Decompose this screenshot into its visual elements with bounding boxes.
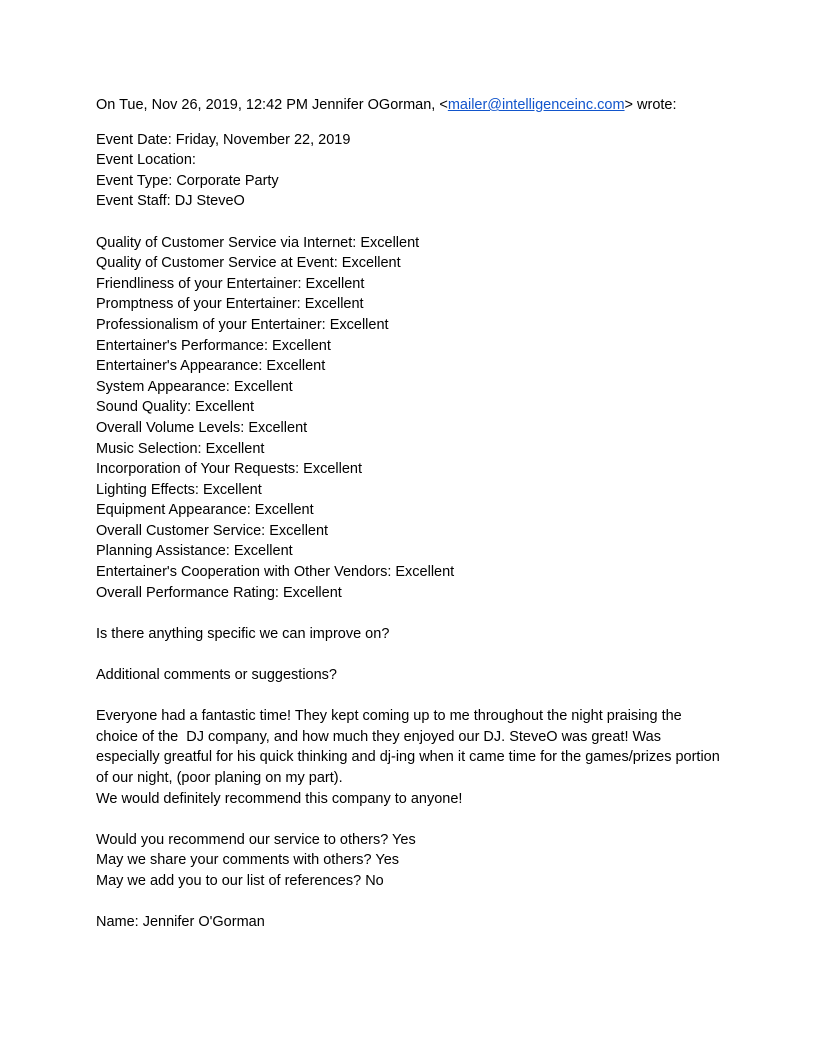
rating-line: Entertainer's Appearance: Excellent [96,358,326,375]
question-comments: Additional comments or suggestions? [96,667,337,684]
rating-line: Overall Performance Rating: Excellent [96,584,342,601]
blank-line [96,809,720,830]
recommendation-line: May we share your comments with others? Yes [96,852,400,869]
blank-line [96,116,720,130]
quote-header-prefix: On Tue, Nov 26, 2019, 12:42 PM Jennifer OGorman, < [96,97,448,113]
rating-line: Music Selection: Excellent [96,440,265,457]
comment-paragraph: Everyone had a fantastic time! They kept coming up to me throughout the night praising the choice of the DJ company, and how much they enjoyed our DJ. SteveO was great! Was especially greatful for his quick thinking and dj-ing when it came time for the games/prizes portion of our night, (poor planing on my part). [96,708,724,786]
blank-line [96,603,720,624]
comments-block [96,706,724,809]
blank-line [96,686,720,707]
rating-line: Quality of Customer Service at Event: Excellent [96,255,401,272]
comment-paragraph: We would definitely recommend this company to anyone! [96,790,463,807]
ratings-block [96,233,720,604]
rating-line: Lighting Effects: Excellent [96,481,262,498]
recommendation-line: May we add you to our list of references? No [96,872,384,889]
quote-header-suffix: > wrote: [624,97,677,113]
rating-line: Overall Volume Levels: Excellent [96,419,308,436]
blank-line [96,212,720,233]
rating-line: System Appearance: Excellent [96,378,293,395]
event-detail-line: Event Date: Friday, November 22, 2019 [96,131,351,148]
quote-header [96,95,720,116]
event-detail-line: Event Location: [96,152,196,169]
recommendation-line: Would you recommend our service to others? Yes [96,831,416,848]
respondent-name: Name: Jennifer O'Gorman [96,914,265,931]
rating-line: Sound Quality: Excellent [96,399,254,416]
rating-line: Incorporation of Your Requests: Excellent [96,461,362,478]
blank-line [96,892,720,913]
rating-line: Quality of Customer Service via Internet: Excellent [96,234,420,251]
event-details-block [96,130,720,212]
rating-line: Friendliness of your Entertainer: Excellent [96,275,365,292]
rating-line: Promptness of your Entertainer: Excellent [96,296,364,313]
recommendations-block [96,830,720,892]
rating-line: Entertainer's Cooperation with Other Vendors: Excellent [96,564,455,581]
rating-line: Entertainer's Performance: Excellent [96,337,331,354]
blank-line [96,644,720,665]
rating-line: Equipment Appearance: Excellent [96,502,314,519]
event-detail-line: Event Staff: DJ SteveO [96,193,245,210]
rating-line: Planning Assistance: Excellent [96,543,293,560]
rating-line: Overall Customer Service: Excellent [96,522,329,539]
event-detail-line: Event Type: Corporate Party [96,172,279,189]
sender-email-link[interactable]: mailer@intelligenceinc.com [447,97,625,113]
question-improve: Is there anything specific we can improve on? [96,625,390,642]
rating-line: Professionalism of your Entertainer: Excellent [96,316,389,333]
